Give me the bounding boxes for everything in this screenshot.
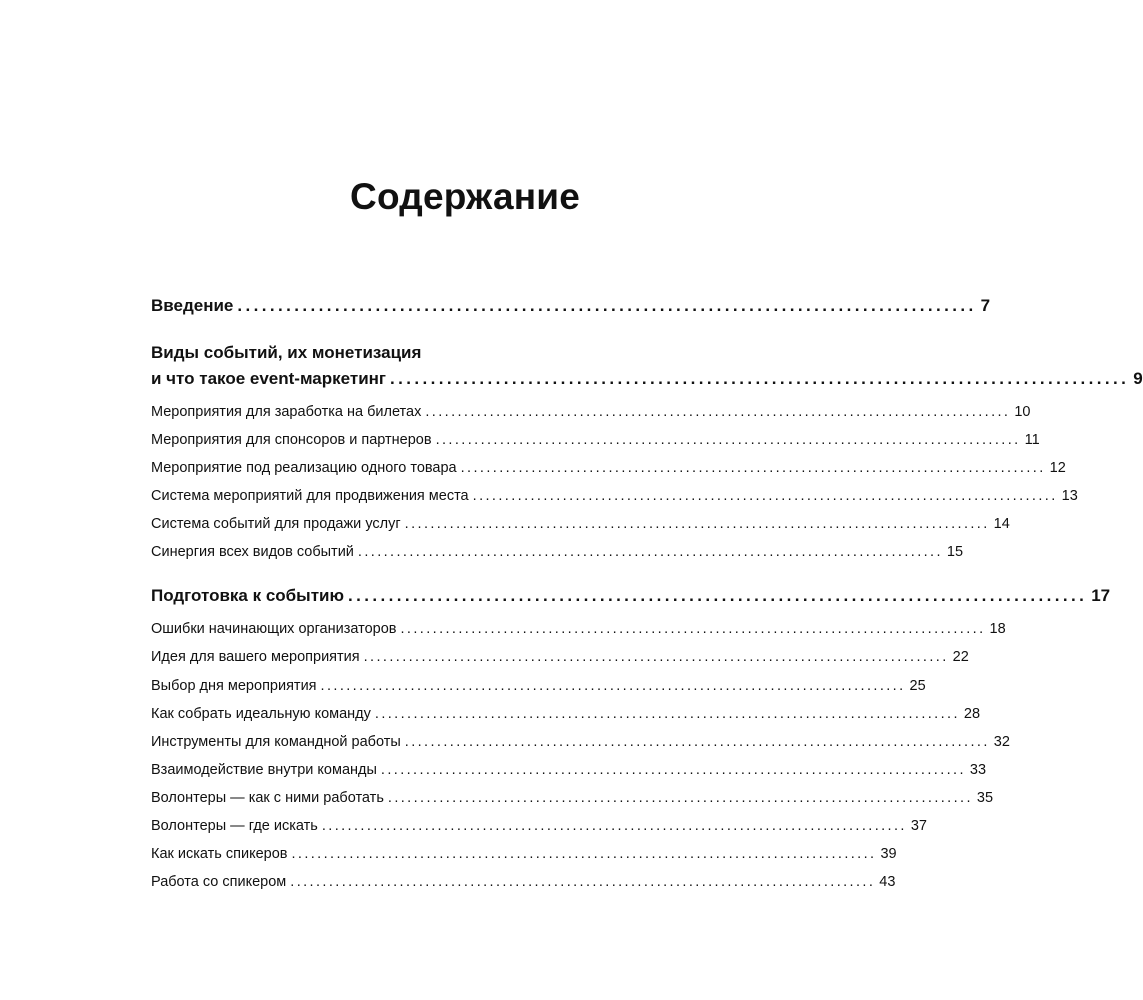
- toc-leader-dots: ...........................................................................................: [237, 296, 977, 315]
- toc-section-title: Система мероприятий для продвижения места: [151, 488, 469, 504]
- toc-section[interactable]: [151, 846, 897, 862]
- toc-page-number: 43: [879, 874, 896, 890]
- toc-page-number: 10: [1014, 404, 1031, 420]
- toc-leader-dots: ...........................................................................................: [435, 432, 1021, 448]
- toc-section[interactable]: [151, 762, 987, 778]
- toc-leader-dots: ...........................................................................................: [374, 706, 960, 722]
- toc-page-number: 28: [963, 706, 981, 722]
- toc-section[interactable]: [151, 649, 969, 665]
- toc-chapter-introduction[interactable]: [151, 296, 991, 316]
- toc-section-title: Мероприятие под реализацию одного товара: [151, 460, 457, 476]
- toc-leader-dots: ...........................................................................................: [404, 734, 990, 750]
- toc-page-number: 12: [1049, 460, 1066, 476]
- toc-leader-dots: ...........................................................................................: [363, 649, 949, 665]
- toc-section-title: Мероприятия для спонсоров и партнеров: [151, 432, 432, 448]
- toc-leader-dots: ...........................................................................................: [390, 369, 1130, 388]
- toc-leader-dots: ...........................................................................................: [357, 544, 943, 560]
- toc-section[interactable]: [151, 460, 1066, 476]
- toc-leader-dots: ...........................................................................................: [321, 818, 907, 834]
- toc-page-number: 15: [946, 544, 964, 560]
- toc-section[interactable]: [151, 516, 1010, 532]
- page-title: Содержание: [350, 176, 580, 217]
- toc-section-title: Синергия всех видов событий: [151, 544, 354, 560]
- toc-page-number: 13: [1061, 488, 1078, 504]
- toc-page-number: 39: [880, 846, 897, 862]
- toc-leader-dots: ...........................................................................................: [290, 874, 876, 890]
- toc-section-title: Ошибки начинающих организаторов: [151, 621, 397, 637]
- toc-leader-dots: ...........................................................................................: [320, 678, 906, 694]
- toc-leader-dots: ...........................................................................................: [460, 460, 1046, 476]
- toc-section-title: Волонтеры — как с ними работать: [151, 790, 384, 806]
- toc-chapter-title: Введение: [151, 296, 234, 315]
- toc-section[interactable]: [151, 404, 1031, 420]
- toc-chapter-preparation[interactable]: [151, 586, 1111, 606]
- toc-page-number: 11: [1024, 432, 1040, 448]
- toc-section[interactable]: [151, 432, 1040, 448]
- toc-section[interactable]: [151, 818, 927, 834]
- toc-section-title: Идея для вашего мероприятия: [151, 649, 360, 665]
- toc-leader-dots: ...........................................................................................: [472, 488, 1058, 504]
- toc-section-title: Как искать спикеров: [151, 846, 288, 862]
- toc-section[interactable]: [151, 790, 994, 806]
- toc-page-number: 14: [993, 516, 1010, 532]
- toc-leader-dots: ...........................................................................................: [387, 790, 973, 806]
- toc-leader-dots: ...........................................................................................: [404, 516, 990, 532]
- toc-section-title: Как собрать идеальную команду: [151, 706, 371, 722]
- toc-leader-dots: ...........................................................................................: [380, 762, 966, 778]
- toc-section-title: Система событий для продажи услуг: [151, 516, 401, 532]
- toc-section-title: Мероприятия для заработка на билетах: [151, 404, 422, 420]
- toc-section[interactable]: [151, 874, 896, 890]
- toc-section-title: Работа со спикером: [151, 874, 287, 890]
- toc-page-number: 37: [910, 818, 927, 834]
- toc-chapter-event-types[interactable]: [151, 369, 1143, 389]
- toc-leader-dots: ...........................................................................................: [400, 621, 986, 637]
- toc-chapter-title: Подготовка к событию: [151, 586, 344, 605]
- toc-section-title: Выбор дня мероприятия: [151, 678, 317, 694]
- toc-section[interactable]: [151, 706, 981, 722]
- toc-page-number: 33: [969, 762, 987, 778]
- toc-section[interactable]: [151, 734, 1010, 750]
- toc-leader-dots: ...........................................................................................: [425, 404, 1011, 420]
- toc-section-title: Инструменты для командной работы: [151, 734, 401, 750]
- toc-section[interactable]: [151, 544, 964, 560]
- toc-page-number: 25: [909, 678, 926, 694]
- toc-leader-dots: ...........................................................................................: [291, 846, 877, 862]
- toc-leader-dots: ...........................................................................................: [348, 586, 1088, 605]
- toc-page-number: 7: [980, 296, 991, 315]
- toc-chapter-title-line2: и что такое event-маркетинг: [151, 369, 387, 388]
- toc-section-title: Волонтеры — где искать: [151, 818, 318, 834]
- toc-page-number: 9: [1133, 369, 1143, 388]
- toc-page-number: 22: [952, 649, 969, 665]
- toc-chapter-title-line1[interactable]: Виды событий, их монетизация: [151, 343, 422, 362]
- toc-page-number: 17: [1091, 586, 1111, 605]
- toc-page-number: 35: [976, 790, 994, 806]
- toc-section[interactable]: [151, 678, 926, 694]
- toc-section[interactable]: [151, 621, 1006, 637]
- toc-page-number: 32: [993, 734, 1010, 750]
- toc-page-number: 18: [989, 621, 1006, 637]
- toc-section-title: Взаимодействие внутри команды: [151, 762, 377, 778]
- toc-section[interactable]: [151, 488, 1078, 504]
